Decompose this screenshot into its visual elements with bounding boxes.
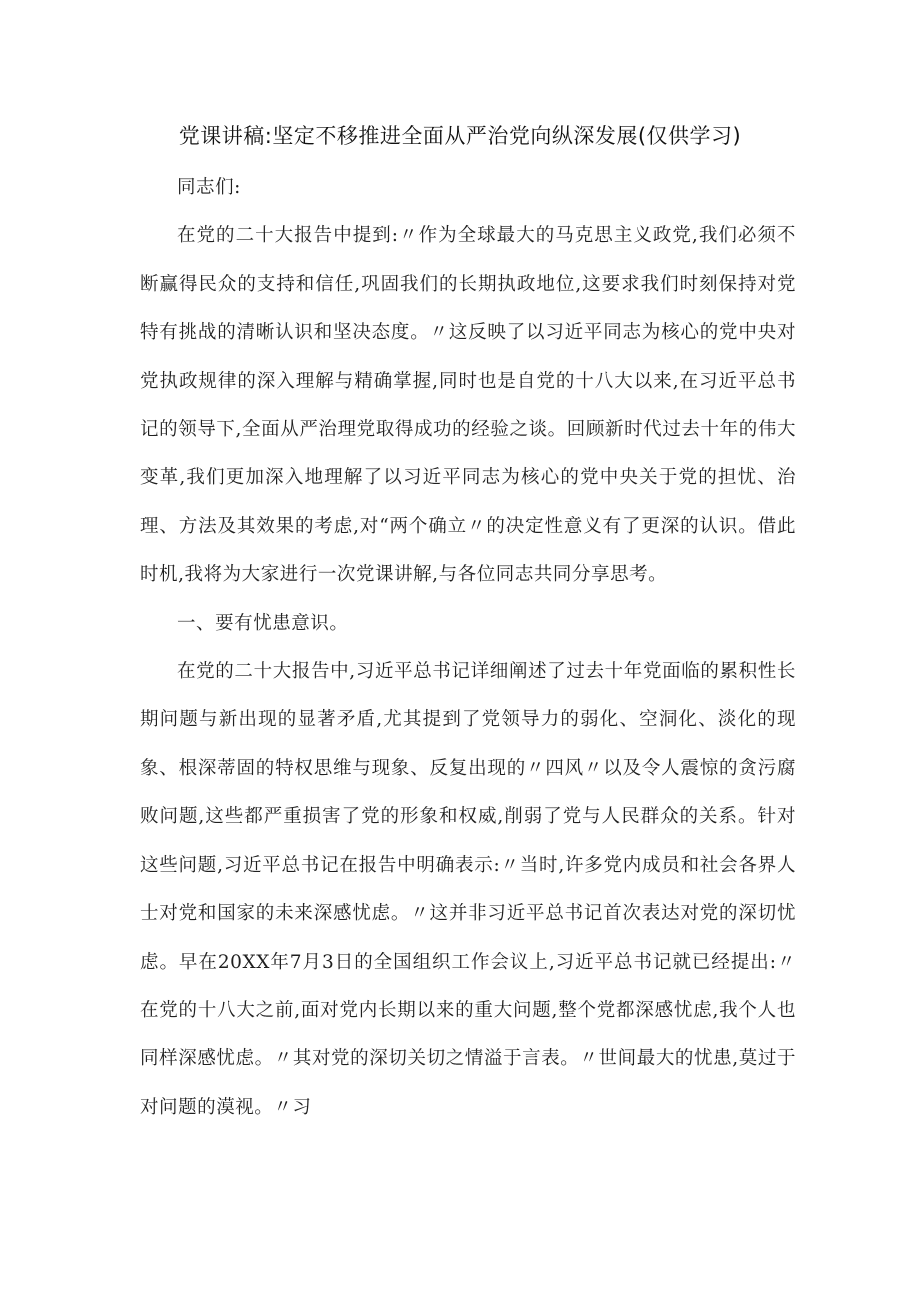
greeting: 同志们: [177, 177, 241, 198]
document-body [140, 164, 796, 1132]
section-heading: 一、要有忧患意识。 [177, 612, 349, 634]
section-paragraph: 在党的二十大报告中,习近平总书记详细阐述了过去十年党面临的累积性长期问题与新出现的显著矛盾,尤其提到了党领导力的弱化、空洞化、淡化的现象、根深蒂固的特权思维与现象、反复出现的〃四风〃以及令人震惊的贪污腐败问题,这些都严重损害了党的形象和权威,削弱了党与人民群众的关系。针对这些问题,习近平总书记在报告中明确表示:〃当时,许多党内成员和社会各界人士对党和国家的未来深感忧虑。〃这并非习近平总书记首次表达对党的深切忧虑。早在20XX年7月3日的全国组织工作会议上,习近平总书记就已经提出:〃在党的十八大之前,面对党内长期以来的重大问题,整个党都深感忧虑,我个人也同样深感忧虑。〃其对党的深切关切之情溢于言表。〃世间最大的忧患,莫过于对问题的漠视。〃习 [140, 661, 796, 1118]
intro-paragraph: 在党的二十大报告中提到:〃作为全球最大的马克思主义政党,我们必须不断赢得民众的支持和信任,巩固我们的长期执政地位,这要求我们时刻保持对党特有挑战的清晰认识和坚决态度。〃这反映了以习近平同志为核心的党中央对党执政规律的深入理解与精确掌握,同时也是自党的十八大以来,在习近平总书记的领导下,全面从严治理党取得成功的经验之谈。回顾新时代过去十年的伟大变革,我们更加深入地理解了以习近平同志为核心的党中央关于党的担忧、治理、方法及其效果的考虑,对“两个确立〃的决定性意义有了更深的认识。借此时机,我将为大家进行一次党课讲解,与各位同志共同分享思考。 [140, 225, 796, 586]
document-title: 党课讲稿:坚定不移推进全面从严治党向纵深发展(仅供学习) [178, 124, 742, 148]
